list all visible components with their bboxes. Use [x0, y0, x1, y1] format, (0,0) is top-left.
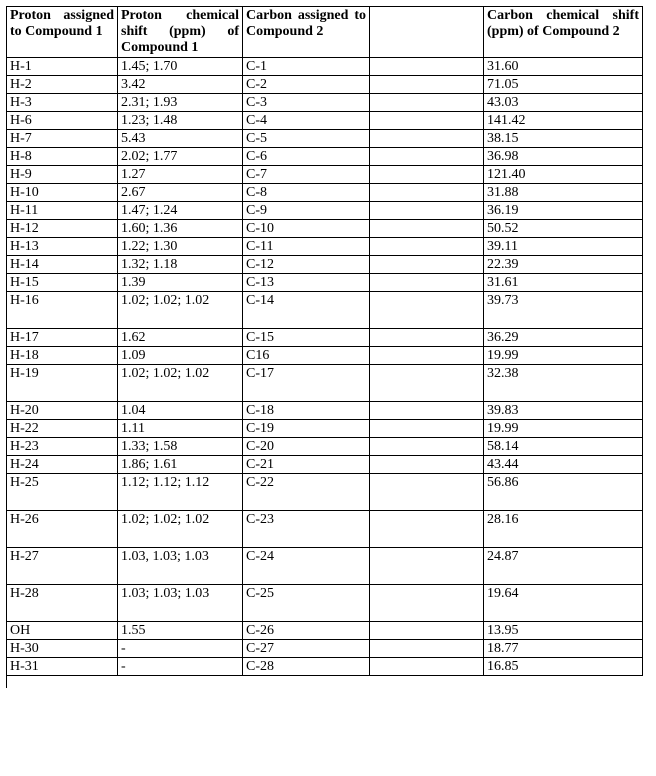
table-row — [7, 622, 643, 640]
table-row — [7, 166, 643, 184]
carbon-shift-cell: 31.61 — [484, 274, 643, 292]
carbon-shift-cell: 16.85 — [484, 658, 643, 676]
proton-assigned-cell: H-17 — [7, 329, 118, 347]
proton-shift-cell: 1.33; 1.58 — [118, 438, 243, 456]
carbon-shift-cell: 32.38 — [484, 365, 643, 402]
empty-cell — [370, 184, 484, 202]
proton-shift-cell: 1.86; 1.61 — [118, 456, 243, 474]
table-row — [7, 347, 643, 365]
proton-assigned-cell: H-9 — [7, 166, 118, 184]
carbon-assigned-cell: C-10 — [243, 220, 370, 238]
carbon-assigned-cell: C-6 — [243, 148, 370, 166]
table-row — [7, 76, 643, 94]
proton-assigned-cell: H-23 — [7, 438, 118, 456]
proton-assigned-cell: H-28 — [7, 585, 118, 622]
table-row — [7, 438, 643, 456]
carbon-assigned-cell: C-18 — [243, 402, 370, 420]
carbon-assigned-cell: C-7 — [243, 166, 370, 184]
proton-shift-cell: 1.22; 1.30 — [118, 238, 243, 256]
proton-assigned-cell: H-15 — [7, 274, 118, 292]
proton-shift-cell: 1.12; 1.12; 1.12 — [118, 474, 243, 511]
table-row — [7, 365, 643, 402]
header-carbon-assigned: Carbon assigned to Compound 2 — [243, 7, 370, 58]
carbon-shift-cell: 36.98 — [484, 148, 643, 166]
proton-shift-cell: 1.04 — [118, 402, 243, 420]
carbon-shift-cell: 58.14 — [484, 438, 643, 456]
proton-shift-cell: 5.43 — [118, 130, 243, 148]
proton-assigned-cell: H-14 — [7, 256, 118, 274]
proton-shift-cell: 1.32; 1.18 — [118, 256, 243, 274]
header-proton-assigned: Proton assigned to Compound 1 — [7, 7, 118, 58]
carbon-assigned-cell: C16 — [243, 347, 370, 365]
proton-shift-cell: 1.02; 1.02; 1.02 — [118, 365, 243, 402]
proton-shift-cell: 1.45; 1.70 — [118, 58, 243, 76]
carbon-shift-cell: 121.40 — [484, 166, 643, 184]
carbon-assigned-cell: C-13 — [243, 274, 370, 292]
proton-shift-cell: 1.03; 1.03; 1.03 — [118, 585, 243, 622]
table-row — [7, 585, 643, 622]
proton-shift-cell: 1.02; 1.02; 1.02 — [118, 292, 243, 329]
table-row — [7, 238, 643, 256]
empty-cell — [370, 256, 484, 274]
proton-assigned-cell: H-25 — [7, 474, 118, 511]
carbon-assigned-cell: C-5 — [243, 130, 370, 148]
proton-assigned-cell: H-12 — [7, 220, 118, 238]
carbon-assigned-cell: C-4 — [243, 112, 370, 130]
carbon-assigned-cell: C-2 — [243, 76, 370, 94]
carbon-assigned-cell: C-8 — [243, 184, 370, 202]
proton-shift-cell: 2.02; 1.77 — [118, 148, 243, 166]
proton-shift-cell: 2.31; 1.93 — [118, 94, 243, 112]
empty-cell — [370, 329, 484, 347]
empty-cell — [370, 220, 484, 238]
empty-cell — [370, 365, 484, 402]
proton-assigned-cell: H-19 — [7, 365, 118, 402]
carbon-assigned-cell: C-14 — [243, 292, 370, 329]
carbon-assigned-cell: C-19 — [243, 420, 370, 438]
proton-shift-cell: 1.09 — [118, 347, 243, 365]
proton-assigned-cell: H-11 — [7, 202, 118, 220]
proton-assigned-cell: H-20 — [7, 402, 118, 420]
carbon-assigned-cell: C-24 — [243, 548, 370, 585]
carbon-shift-cell: 36.19 — [484, 202, 643, 220]
table-row — [7, 420, 643, 438]
empty-cell — [370, 130, 484, 148]
empty-cell — [370, 202, 484, 220]
carbon-shift-cell: 56.86 — [484, 474, 643, 511]
proton-shift-cell: 3.42 — [118, 76, 243, 94]
table-row — [7, 202, 643, 220]
table-row — [7, 456, 643, 474]
table-row — [7, 658, 643, 676]
proton-assigned-cell: H-26 — [7, 511, 118, 548]
proton-assigned-cell: H-13 — [7, 238, 118, 256]
empty-cell — [370, 658, 484, 676]
carbon-shift-cell: 18.77 — [484, 640, 643, 658]
empty-cell — [370, 402, 484, 420]
proton-assigned-cell: H-27 — [7, 548, 118, 585]
carbon-assigned-cell: C-1 — [243, 58, 370, 76]
carbon-assigned-cell: C-11 — [243, 238, 370, 256]
empty-cell — [370, 274, 484, 292]
proton-assigned-cell: H-10 — [7, 184, 118, 202]
empty-cell — [370, 420, 484, 438]
carbon-shift-cell: 13.95 — [484, 622, 643, 640]
table-row — [7, 58, 643, 76]
proton-shift-cell: 1.47; 1.24 — [118, 202, 243, 220]
carbon-shift-cell: 24.87 — [484, 548, 643, 585]
empty-cell — [370, 438, 484, 456]
proton-assigned-cell: H-16 — [7, 292, 118, 329]
empty-cell — [370, 166, 484, 184]
carbon-shift-cell: 43.44 — [484, 456, 643, 474]
table-row — [7, 148, 643, 166]
header-row — [7, 7, 643, 58]
carbon-shift-cell: 43.03 — [484, 94, 643, 112]
empty-cell — [370, 585, 484, 622]
proton-shift-cell: 1.27 — [118, 166, 243, 184]
carbon-shift-cell: 19.64 — [484, 585, 643, 622]
table-row — [7, 274, 643, 292]
empty-cell — [370, 511, 484, 548]
header-proton-shift: Proton chemical shift (ppm) of Compound 1 — [118, 7, 243, 58]
table-row — [7, 329, 643, 347]
carbon-assigned-cell: C-15 — [243, 329, 370, 347]
proton-shift-cell: 1.55 — [118, 622, 243, 640]
carbon-shift-cell: 31.60 — [484, 58, 643, 76]
table-bottom-edge — [6, 676, 7, 688]
empty-cell — [370, 456, 484, 474]
proton-assigned-cell: H-24 — [7, 456, 118, 474]
table-body — [7, 58, 643, 676]
table-row — [7, 112, 643, 130]
table-row — [7, 511, 643, 548]
proton-assigned-cell: H-3 — [7, 94, 118, 112]
proton-assigned-cell: H-7 — [7, 130, 118, 148]
proton-shift-cell: - — [118, 640, 243, 658]
table-row — [7, 292, 643, 329]
proton-shift-cell: 1.11 — [118, 420, 243, 438]
carbon-shift-cell: 141.42 — [484, 112, 643, 130]
header-empty-column — [370, 7, 484, 58]
carbon-assigned-cell: C-12 — [243, 256, 370, 274]
empty-cell — [370, 292, 484, 329]
proton-assigned-cell: H-22 — [7, 420, 118, 438]
carbon-shift-cell: 38.15 — [484, 130, 643, 148]
proton-shift-cell: 1.03, 1.03; 1.03 — [118, 548, 243, 585]
carbon-assigned-cell: C-3 — [243, 94, 370, 112]
carbon-shift-cell: 19.99 — [484, 420, 643, 438]
document-page — [6, 6, 648, 776]
carbon-assigned-cell: C-23 — [243, 511, 370, 548]
proton-assigned-cell: H-31 — [7, 658, 118, 676]
proton-shift-cell: 2.67 — [118, 184, 243, 202]
header-carbon-shift: Carbon chemical shift (ppm) of Compound 2 — [484, 7, 643, 58]
carbon-shift-cell: 36.29 — [484, 329, 643, 347]
proton-assigned-cell: H-6 — [7, 112, 118, 130]
empty-cell — [370, 58, 484, 76]
proton-shift-cell: 1.39 — [118, 274, 243, 292]
carbon-assigned-cell: C-17 — [243, 365, 370, 402]
empty-cell — [370, 548, 484, 585]
carbon-shift-cell: 39.11 — [484, 238, 643, 256]
carbon-assigned-cell: C-21 — [243, 456, 370, 474]
carbon-assigned-cell: C-28 — [243, 658, 370, 676]
empty-cell — [370, 238, 484, 256]
empty-cell — [370, 112, 484, 130]
table-row — [7, 94, 643, 112]
empty-cell — [370, 76, 484, 94]
carbon-assigned-cell: C-22 — [243, 474, 370, 511]
carbon-shift-cell: 50.52 — [484, 220, 643, 238]
proton-assigned-cell: OH — [7, 622, 118, 640]
proton-shift-cell: 1.02; 1.02; 1.02 — [118, 511, 243, 548]
proton-assigned-cell: H-18 — [7, 347, 118, 365]
carbon-assigned-cell: C-25 — [243, 585, 370, 622]
table-row — [7, 256, 643, 274]
table-row — [7, 220, 643, 238]
carbon-shift-cell: 31.88 — [484, 184, 643, 202]
proton-shift-cell: 1.62 — [118, 329, 243, 347]
table-row — [7, 402, 643, 420]
carbon-assigned-cell: C-20 — [243, 438, 370, 456]
empty-cell — [370, 622, 484, 640]
empty-cell — [370, 94, 484, 112]
proton-shift-cell: 1.23; 1.48 — [118, 112, 243, 130]
empty-cell — [370, 347, 484, 365]
carbon-assigned-cell: C-26 — [243, 622, 370, 640]
proton-assigned-cell: H-2 — [7, 76, 118, 94]
carbon-shift-cell: 39.73 — [484, 292, 643, 329]
table-header — [7, 7, 643, 58]
proton-shift-cell: - — [118, 658, 243, 676]
nmr-assignment-table — [6, 6, 643, 676]
table-row — [7, 130, 643, 148]
carbon-assigned-cell: C-9 — [243, 202, 370, 220]
carbon-shift-cell: 19.99 — [484, 347, 643, 365]
proton-assigned-cell: H-8 — [7, 148, 118, 166]
proton-assigned-cell: H-1 — [7, 58, 118, 76]
table-row — [7, 474, 643, 511]
empty-cell — [370, 474, 484, 511]
table-row — [7, 548, 643, 585]
carbon-assigned-cell: C-27 — [243, 640, 370, 658]
carbon-shift-cell: 28.16 — [484, 511, 643, 548]
empty-cell — [370, 640, 484, 658]
proton-assigned-cell: H-30 — [7, 640, 118, 658]
table-row — [7, 184, 643, 202]
proton-shift-cell: 1.60; 1.36 — [118, 220, 243, 238]
carbon-shift-cell: 71.05 — [484, 76, 643, 94]
table-row — [7, 640, 643, 658]
carbon-shift-cell: 22.39 — [484, 256, 643, 274]
carbon-shift-cell: 39.83 — [484, 402, 643, 420]
empty-cell — [370, 148, 484, 166]
